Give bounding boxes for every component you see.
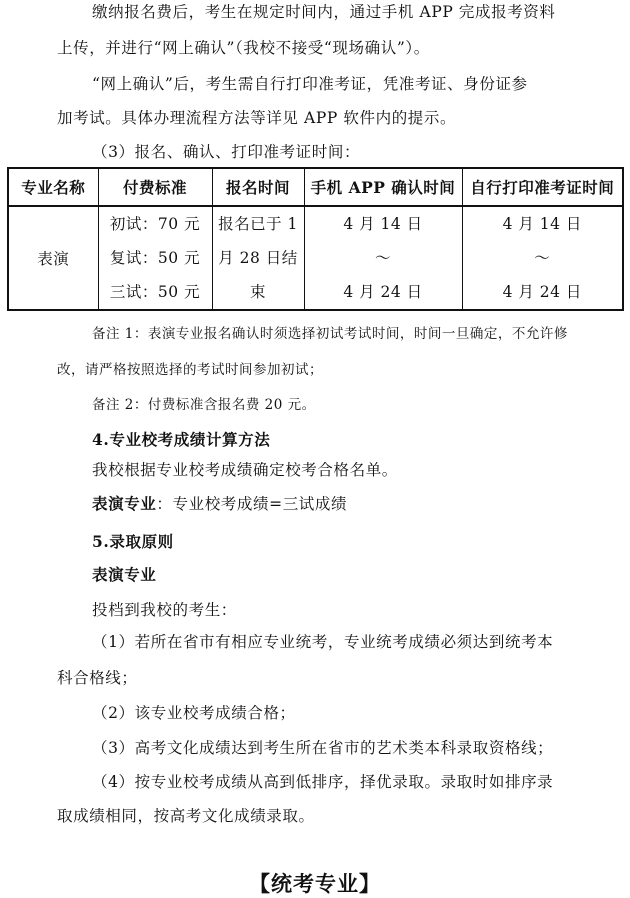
fee-third: 三试：50 元 bbox=[109, 283, 201, 301]
print-time-tilde: ～ bbox=[534, 249, 551, 267]
section-5-heading: 5.录取原则 bbox=[92, 532, 174, 551]
score-formula: ：专业校考成绩=三试成绩 bbox=[156, 495, 348, 513]
note-1: 备注 1：表演专业报名确认时须选择初试考试时间，时间一旦确定，不允许修 bbox=[92, 326, 568, 342]
principle-4: （4）按专业校考成绩从高到低排序，择优录取。录取时如排序录 bbox=[92, 773, 554, 791]
cell-fees bbox=[98, 206, 212, 310]
reg-time-line-1: 报名已于 1 bbox=[218, 215, 298, 233]
table-row bbox=[8, 206, 623, 310]
reg-time-line-3: 束 bbox=[249, 283, 266, 301]
principle-4-cont: 取成绩相同，按高考文化成绩录取。 bbox=[57, 807, 315, 825]
fee-first: 初试：70 元 bbox=[109, 215, 201, 233]
section-5-major: 表演专业 bbox=[92, 565, 157, 584]
cell-print-time bbox=[462, 206, 623, 310]
print-time-end: 4 月 24 日 bbox=[502, 283, 582, 301]
app-confirm-tilde: ～ bbox=[374, 249, 391, 267]
app-confirm-start: 4 月 14 日 bbox=[343, 215, 423, 233]
section-4-line-2 bbox=[92, 494, 347, 514]
header-print-time: 自行打印准考证时间 bbox=[462, 168, 623, 206]
principle-2: （2）该专业校考成绩合格； bbox=[92, 704, 296, 722]
principle-1: （1）若所在省市有相应专业统考，专业统考成绩必须达到统考本 bbox=[92, 633, 554, 651]
performance-major-label: 表演专业 bbox=[92, 494, 157, 513]
intro-line-1: 缴纳报名费后，考生在规定时间内，通过手机 APP 完成报考资料 bbox=[92, 3, 556, 21]
unified-exam-section-title: 【统考专业】 bbox=[249, 872, 381, 896]
principle-1-cont: 科合格线； bbox=[57, 669, 138, 687]
schedule-caption: （3）报名、确认、打印准考证时间： bbox=[92, 143, 361, 161]
note-2: 备注 2：付费标准含报名费 20 元。 bbox=[92, 397, 316, 413]
intro-line-2: “网上确认”后，考生需自行打印准考证，凭准考证、身份证参 bbox=[92, 75, 528, 93]
intro-line-2-cont: 加考试。具体办理流程方法等详见 APP 软件内的提示。 bbox=[57, 109, 457, 127]
section-4-line-1: 我校根据专业校考成绩确定校考合格名单。 bbox=[92, 461, 398, 479]
cell-major: 表演 bbox=[8, 206, 98, 310]
reg-time-line-2: 月 28 日结 bbox=[218, 249, 298, 267]
header-fee: 付费标准 bbox=[98, 168, 212, 206]
cell-app-confirm bbox=[304, 206, 462, 310]
header-app-confirm: 手机 APP 确认时间 bbox=[304, 168, 462, 206]
cell-reg-time bbox=[212, 206, 304, 310]
app-confirm-end: 4 月 24 日 bbox=[343, 283, 423, 301]
header-reg-time: 报名时间 bbox=[212, 168, 304, 206]
header-major: 专业名称 bbox=[8, 168, 98, 206]
section-5-intro: 投档到我校的考生： bbox=[92, 601, 237, 619]
note-1-cont: 改，请严格按照选择的考试时间参加初试； bbox=[57, 362, 323, 378]
principle-3: （3）高考文化成绩达到考生所在省市的艺术类本科录取资格线； bbox=[92, 739, 554, 757]
print-time-start: 4 月 14 日 bbox=[502, 215, 582, 233]
registration-table bbox=[7, 167, 624, 311]
section-4-heading: 4.专业校考成绩计算方法 bbox=[92, 430, 271, 449]
table-header-row bbox=[8, 168, 623, 206]
intro-line-1-cont: 上传，并进行“网上确认”（我校不接受“现场确认”）。 bbox=[57, 39, 430, 57]
fee-second: 复试：50 元 bbox=[109, 249, 201, 267]
